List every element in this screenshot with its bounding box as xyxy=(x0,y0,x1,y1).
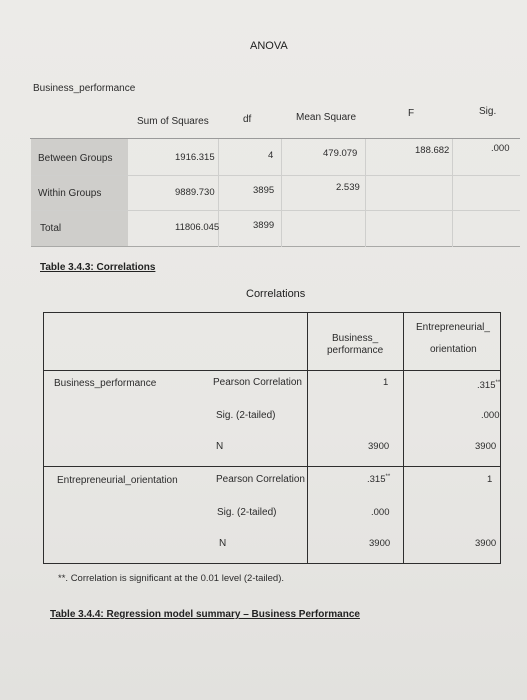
anova-col-divider xyxy=(365,139,366,247)
anova-row-label: Within Groups xyxy=(38,188,102,199)
anova-title: ANOVA xyxy=(250,40,288,52)
correlations-stat-label: Pearson Correlation xyxy=(213,377,302,388)
correlations-stat-label: Sig. (2-tailed) xyxy=(216,410,276,421)
correlations-cell: 3900 xyxy=(369,538,391,549)
anova-header-f: F xyxy=(408,108,415,119)
correlations-cell: 3900 xyxy=(475,538,497,549)
correlations-cell: 3900 xyxy=(368,441,390,452)
correlations-stat-label: Sig. (2-tailed) xyxy=(217,507,277,518)
anova-header-sig: Sig. xyxy=(479,106,497,117)
anova-cell-ms: 2.539 xyxy=(336,182,360,193)
correlations-col1-header: performance xyxy=(327,345,384,356)
anova-header-sum-of-squares: Sum of Squares xyxy=(137,116,209,127)
correlations-cell: 1 xyxy=(487,474,493,485)
anova-col-divider xyxy=(452,139,453,247)
correlations-footnote: **. Correlation is significant at the 0.01 level (2-tailed). xyxy=(58,573,285,584)
anova-cell-ss: 9889.730 xyxy=(175,187,215,198)
anova-cell-df: 3895 xyxy=(253,185,275,196)
correlations-stat-label: Pearson Correlation xyxy=(216,474,305,485)
anova-cell-ss: 11806.045 xyxy=(175,222,220,233)
correlations-cell: .315** xyxy=(367,474,391,486)
table-3-4-3-caption: Table 3.4.3: Correlations xyxy=(40,262,156,273)
correlations-col-rule xyxy=(307,312,308,564)
correlations-cell: .315** xyxy=(477,380,501,392)
correlations-variable-label: Business_performance xyxy=(54,378,157,389)
table-3-4-4-caption: Table 3.4.4: Regression model summary – Business Performance xyxy=(50,609,360,620)
correlations-cell: .000 xyxy=(371,507,390,518)
anova-header-df: df xyxy=(243,114,252,125)
anova-cell-df: 3899 xyxy=(253,220,275,231)
anova-cell-f: 188.682 xyxy=(415,145,450,156)
correlations-col1-header: Business_ xyxy=(332,333,379,344)
correlations-block-rule xyxy=(43,466,501,467)
anova-row-divider xyxy=(31,175,520,176)
correlations-col2-header: Entrepreneurial_ xyxy=(416,322,490,333)
anova-col-divider xyxy=(281,139,282,247)
anova-dependent-variable: Business_performance xyxy=(33,83,136,94)
correlations-cell: 1 xyxy=(383,377,389,388)
correlations-col-rule xyxy=(403,312,404,564)
correlations-header-rule xyxy=(43,370,501,371)
anova-bottom-rule xyxy=(31,246,520,247)
correlations-cell: .000 xyxy=(481,410,500,421)
correlations-stat-label: N xyxy=(219,538,227,549)
anova-cell-sig: .000 xyxy=(491,143,510,154)
anova-cell-df: 4 xyxy=(268,150,274,161)
anova-row-label: Total xyxy=(40,223,62,234)
correlations-col2-header: orientation xyxy=(430,344,477,355)
correlations-title: Correlations xyxy=(246,288,306,300)
anova-header-mean-square: Mean Square xyxy=(296,112,357,123)
correlations-cell: 3900 xyxy=(475,441,497,452)
correlations-variable-label: Entrepreneurial_orientation xyxy=(57,475,178,486)
anova-row-label: Between Groups xyxy=(38,153,113,164)
correlations-stat-label: N xyxy=(216,441,224,452)
anova-row-divider xyxy=(31,210,520,211)
anova-cell-ms: 479.079 xyxy=(323,148,358,159)
anova-cell-ss: 1916.315 xyxy=(175,152,215,163)
